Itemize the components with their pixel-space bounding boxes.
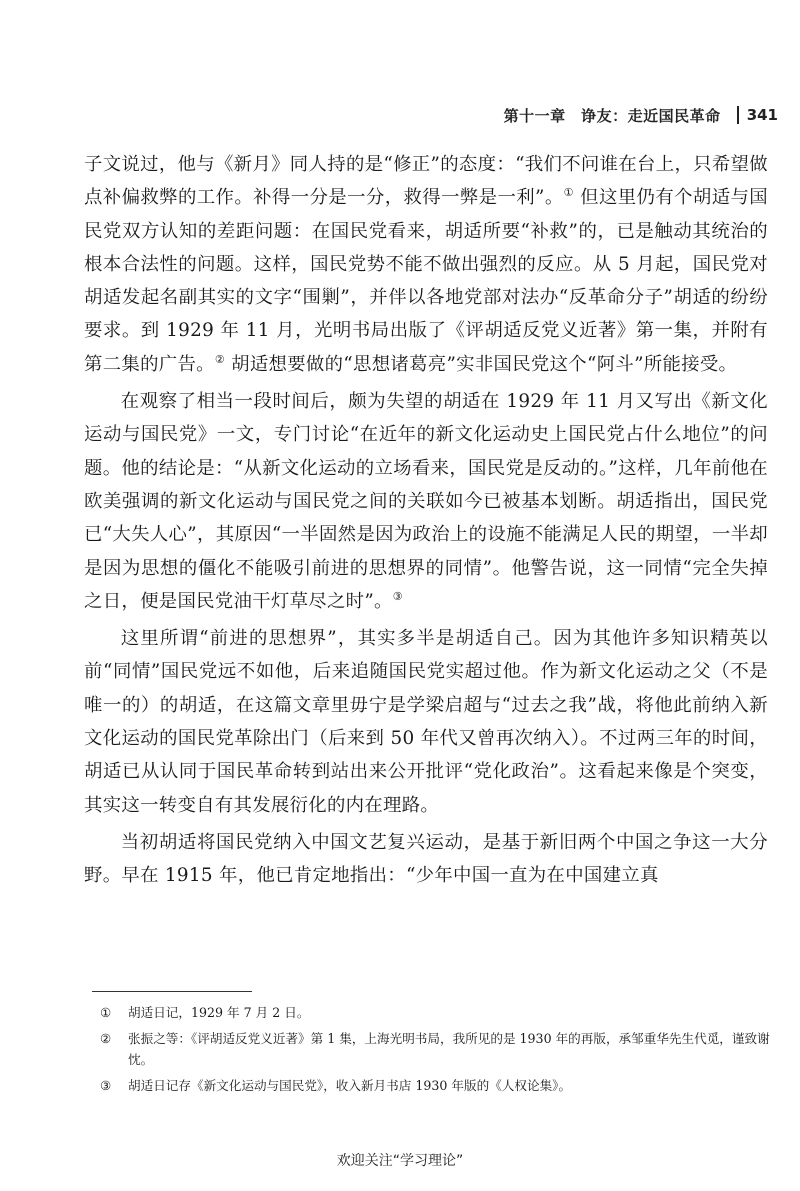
footnote-ref-1[interactable]: ①	[563, 186, 574, 200]
paragraph-3: 这里所谓“前进的思想界”，其实多半是胡适自己。因为其他许多知识精英以前“同情”国民党远不如他，后来追随国民党实超过他。作为新文化运动之父（不是唯一的）的胡适，在这篇文章里毋宁是学梁启超与“过去之我”战，将他此前纳入新文化运动的国民党革除出门（后来到 50 年代又曾再次纳入）。不过两三年的时间，胡适已从认同于国民革命转到站出来公开批评“党化政治”。这看起来像是个突变，其实这一转变自有其发展衍化的内在理路。	[84, 628, 768, 816]
paragraph-2-text: 在观察了相当一段时间后，颇为失望的胡适在 1929 年 11 月又写出《新文化运动与国民党》一文，专门讨论“在近年的新文化运动史上国民党占什么地位”的问题。他的结论是：“从新文化运动的立场看来，国民党是反动的。”这样，几年前他在欧美强调的新文化运动与国民党之间的关联如今已被基本划断。胡适指出，国民党已“大失人心”，其原因“一半固然是因为政治上的设施不能满足人民的期望，一半却是因为思想的僵化不能吸引前进的思想界的同情”。他警告说，这一同情“完全失掉之日，便是国民党油干灯草尽之时”。	[84, 391, 768, 612]
footnote-number: ①	[100, 1005, 112, 1020]
paragraph-1-text-a: 子文说过，他与《新月》同人持的是“修正”的态度：“我们不问谁在台上，只希望做点补偏救弊的工作。补得一分是一分，救得一弊是一利”。	[84, 154, 768, 209]
paragraph-1	[84, 148, 768, 381]
footnote-number: ③	[100, 1078, 112, 1093]
footnote-2	[100, 1028, 770, 1070]
footnotes	[100, 1002, 770, 1101]
footnote-text: 胡适日记，1929 年 7 月 2 日。	[128, 1005, 310, 1020]
chapter-title: 第十一章 诤友：走近国民革命	[503, 106, 721, 125]
footnote-1	[100, 1002, 770, 1023]
header-divider	[737, 106, 739, 124]
footnote-divider	[92, 991, 252, 992]
footnote-3	[100, 1075, 770, 1096]
footnote-number: ②	[100, 1031, 112, 1046]
running-header	[0, 102, 778, 128]
paragraph-1-text-c: 胡适想要做的“思想诸葛亮”实非国民党这个“阿斗”所能接受。	[225, 353, 738, 375]
paragraph-4: 当初胡适将国民党纳入中国文艺复兴运动，是基于新旧两个中国之争这一大分野。早在 1915 年，他已肯定地指出：“少年中国一直为在中国建立真	[84, 831, 768, 887]
footnote-text: 张振之等：《评胡适反党义近著》第 1 集，上海光明书局，我所见的是 1930 年的再版，承邹重华先生代觅，谨致谢忱。	[128, 1031, 770, 1067]
body-text	[84, 148, 768, 893]
page-number: 341	[746, 106, 778, 124]
footnote-ref-3[interactable]: ③	[392, 589, 403, 603]
paragraph-2	[84, 385, 768, 618]
footnote-text: 胡适日记存《新文化运动与国民党》，收入新月书店 1930 年版的《人权论集》。	[128, 1078, 572, 1093]
page-footer: 欢迎关注“学习理论”	[336, 1153, 464, 1169]
footnote-ref-2[interactable]: ②	[214, 352, 226, 366]
paragraph-1-text-b: 但这里仍有个胡适与国民党双方认知的差距问题：在国民党看来，胡适所要“补救”的，已是触动其统治的根本合法性的问题。这样，国民党势不能不做出强烈的反应。从 5 月起，国民党对胡适发起名副其实的文字“围剿”，并伴以各地党部对法办“反革命分子”胡适的纷纷要求。到 1929 年 11 月，光明书局出版了《评胡适反党义近著》第一集，并附有第二集的广告。	[84, 187, 768, 375]
